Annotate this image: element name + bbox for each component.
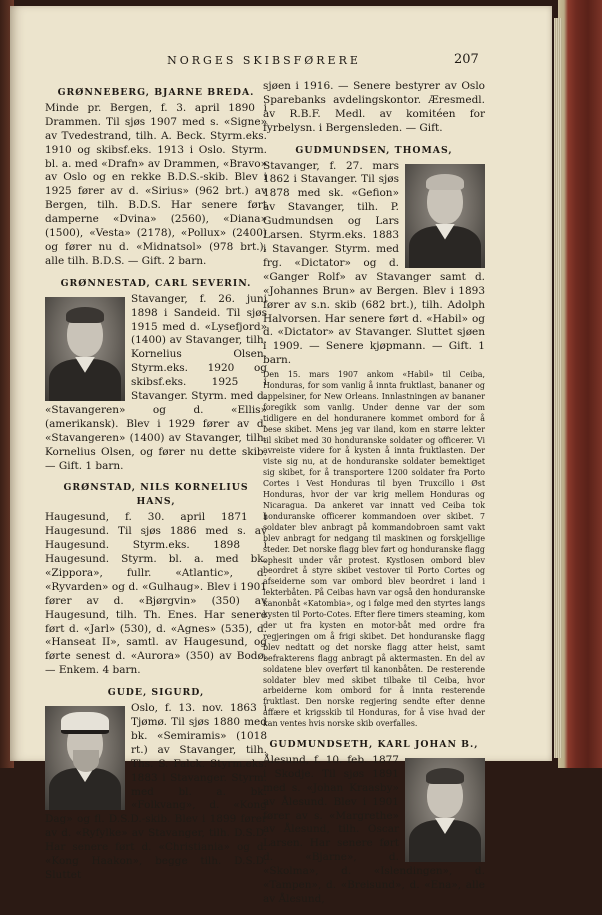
- entry-name: GRØNNEBERG, BJARNE BREDA.: [57, 87, 255, 98]
- portrait-photo: [405, 758, 485, 862]
- entry-gudmundsen: [263, 144, 485, 730]
- entry-text: Haugesund, f. 30. april 1871 i Haugesund. Til sjøs 1886 med s. av Haugesund. Styrm.eks. 1898 i Haugesund. Styrm. bl. a. med bk. «Zippora», fullr. «Atlantic», d. «Ryvarden» og d. «Gulhaug». Blev i 1901 fører av d. «Bjørgvin» (350) av Haugesund, tilh. Th. Enes. Har senere ført d. «Jarl» (530), d. «Agnes» (535), d. «Hanseat II», samtl. av Haugesund, og førte senest d. «Aurora» (350) av Bodø. — Enkem. 4 barn.: [45, 511, 267, 677]
- page-edges: [554, 18, 562, 758]
- right-column: [263, 82, 485, 915]
- book-page: [10, 6, 552, 905]
- portrait-captain-cap: [61, 712, 109, 734]
- entry-text: Oslo, f. 13. nov. 1863 i Tjømø. Til sjøs 1880 med bk. «Semiramis» (1018 rt.) av Stavanger, tilh. Ths. S. Falck. Styrm.eks. 1883 i Stavanger. Styrm. med bl. a. bk. «Folkvang», d. «Kong Dag» og fl. D.S.D.-skib. Blev i 1899 fører av d. «Ryfylke» av Stavanger, tilh. D.S.D. Har senere ført d. «Christiania» og d. «Kong Haakon», begge tilh. D.S.D. Sluttet: [45, 702, 267, 881]
- portrait-photo: [45, 297, 125, 401]
- portrait-photo: [405, 164, 485, 268]
- entry-gronstad: [45, 481, 267, 678]
- portrait-hair: [426, 768, 464, 784]
- portrait-photo: [45, 706, 125, 810]
- entry-name: GUDMUNDSETH, KARL JOHAN B.,: [269, 739, 479, 751]
- entry-name: GRØNNESTAD, CARL SEVERIN.: [60, 277, 252, 289]
- portrait-hair: [66, 307, 104, 323]
- portrait-hair: [426, 174, 464, 190]
- entry-text: Ålesund, f. 10. feb. 1877 i Skodje. Til sjøs 1891 med s. «Johan Kraasby» av Ålesund. Blev i 1901 fører av s. «Margrethe» av Ålesund, tilh. Oscar Larsen. Har senere ført d. «Bjarne», d. «Skolma», d. «Islendingen», d. «Tampen», d. «Breisund», d. «Ena», alle av Ålesund,: [263, 753, 485, 905]
- entry-text: sjøen i 1916. — Senere bestyrer av Oslo Sparebanks avdelingskontor. Æresmedl. av R.B.F. Medl. av komitéen for fyrbelysn. i Bergensleden. — Gift.: [263, 80, 485, 134]
- entry-name: GUDMUNDSEN, THOMAS,: [295, 144, 453, 156]
- entry-name: GUDE, SIGURD,: [107, 687, 205, 699]
- entry-gude: [45, 686, 267, 883]
- entry-text: Minde pr. Bergen, f. 3. april 1890 i Drammen. Til sjøs 1907 med s. «Signe» av Tvedestrand, tilh. A. Beck. Styrm.eks. 1910 og skibsf.eks. 1913 i Oslo. Styrm. bl. a. med «Drafn» av Drammen, «Bravo» av Oslo og en rekke B.D.S.-skib. Blev i 1925 fører av d. «Sirius» (962 brt.) av Bergen, tilh. B.D.S. Har senere ført damperne «Dvina» (2560), «Diana» (1500), «Vesta» (2178), «Pollux» (2400) og fører nu d. «Midnatsol» (978 brt.), alle tilh. B.D.S. — Gift. 2 barn.: [45, 101, 267, 267]
- entry-text: Stavanger, f. 26. juni 1898 i Sandeid. Til sjøs 1915 med d. «Lysefjord» (1400) av Stavanger, tilh. Kornelius Olsen. Styrm.eks. 1920 og skibsf.eks. 1925 i Stavanger. Styrm. med d. «Stavangeren» og d. «Ellis» (amerikansk). Blev i 1929 fører av d. «Stavangeren» (1400) av Stavanger, tilh. Kornelius Olsen, og fører nu dette skib. — Gift. 1 barn.: [45, 292, 267, 472]
- entry-gronnestad: [45, 277, 267, 474]
- entry-gudmundseth: [263, 738, 485, 907]
- entry-name: GRØNSTAD, NILS KORNELIUS HANS,: [63, 482, 249, 508]
- entry-text: Stavanger, f. 27. mars 1862 i Stavanger. Til sjøs 1878 med sk. «Gefion» av Stavanger, tilh. P. Gudmundsen og Lars Larsen. Styrm.eks. 1883 i Stavanger. Styrm. med frg. «Dictator» og d. «Ganger Rolf» av Stavanger samt d. «Johannes Brun» av Bergen. Blev i 1893 fører av s.n. skib (682 brt.), tilh. Adolph Halvorsen. Har senere ført d. «Habil» og d. «Dictator» av Stavanger. Sluttet sjøen i 1909. — Senere kjøpmann. — Gift. 1 barn.: [263, 159, 485, 367]
- page-number: 207: [454, 52, 479, 67]
- entry-note: Den 15. mars 1907 ankom «Habil» til Ceiba, Honduras, for som vanlig å innta fruktlast, bananer og appelsiner, for New Orleans. Innlastningen av bananer foregikk som vanlig. Under denne var der som tidligere en del honduranere kommet ombord for å bese skibet. Mens jeg var iland, kom en større lekter til skibet med 30 honduranske soldater og officerer. Vi avreiste videre for å kysten å innta fruktlasten. Der viste sig nu, at de honduranske soldater bemektiget sig skibet, for å transportere 1200 soldater fra Porto Cortes i Vest Honduras til byen Truxcillo i Øst Honduras, hvor der var krig mellem Honduras og Nicaragua. Da ankeret var innatt ved Ceiba tok honduranske officerer kommandoen over skibet. 7 soldater blev anbragt på kommandobroen samt vakt blev anbragt for nedgang til maskinen og forskjellige steder. Det norske flagg blev ført og honduranske flagg ophesit under vår protest. Kystlosen ombord blev beordret å styre skibet vestover til Porto Cortes og afseiderne som var ombord blev beordret i land i lekterbåten. På Ceibas havn var også den honduranske kanonbåt «Katombia», og i følge med den styrtes langs kysten til Porto-Cotes. Efter flere timers steaming, kom der ut fra kysten en motor-båt med ordre fra regjeringen om å frigi skibet. Det honduranske flagg blev nedtatt og det norske flagg atter heist, samt befrakterens flagg anbragt på aktermasten. En del av soldatene blev overført til kanonbåten. De resterende soldater blev med skibet tilbake til Ceiba, hvor arbeiderne kom ombord for å innta resterende fruktlast. Den norske regjering sendte efter denne affære et krigsskib til Honduras, for å vise hvad der kan ventes hvis norske skib overfalles.: [263, 370, 485, 729]
- running-header: NORGES SKIBSFØRERE: [167, 54, 361, 67]
- book-cover-right: [558, 0, 602, 768]
- entry-gronneberg: [45, 86, 267, 269]
- left-column: [45, 82, 267, 891]
- entry-gude-continued: [263, 80, 485, 136]
- portrait-beard: [73, 750, 99, 772]
